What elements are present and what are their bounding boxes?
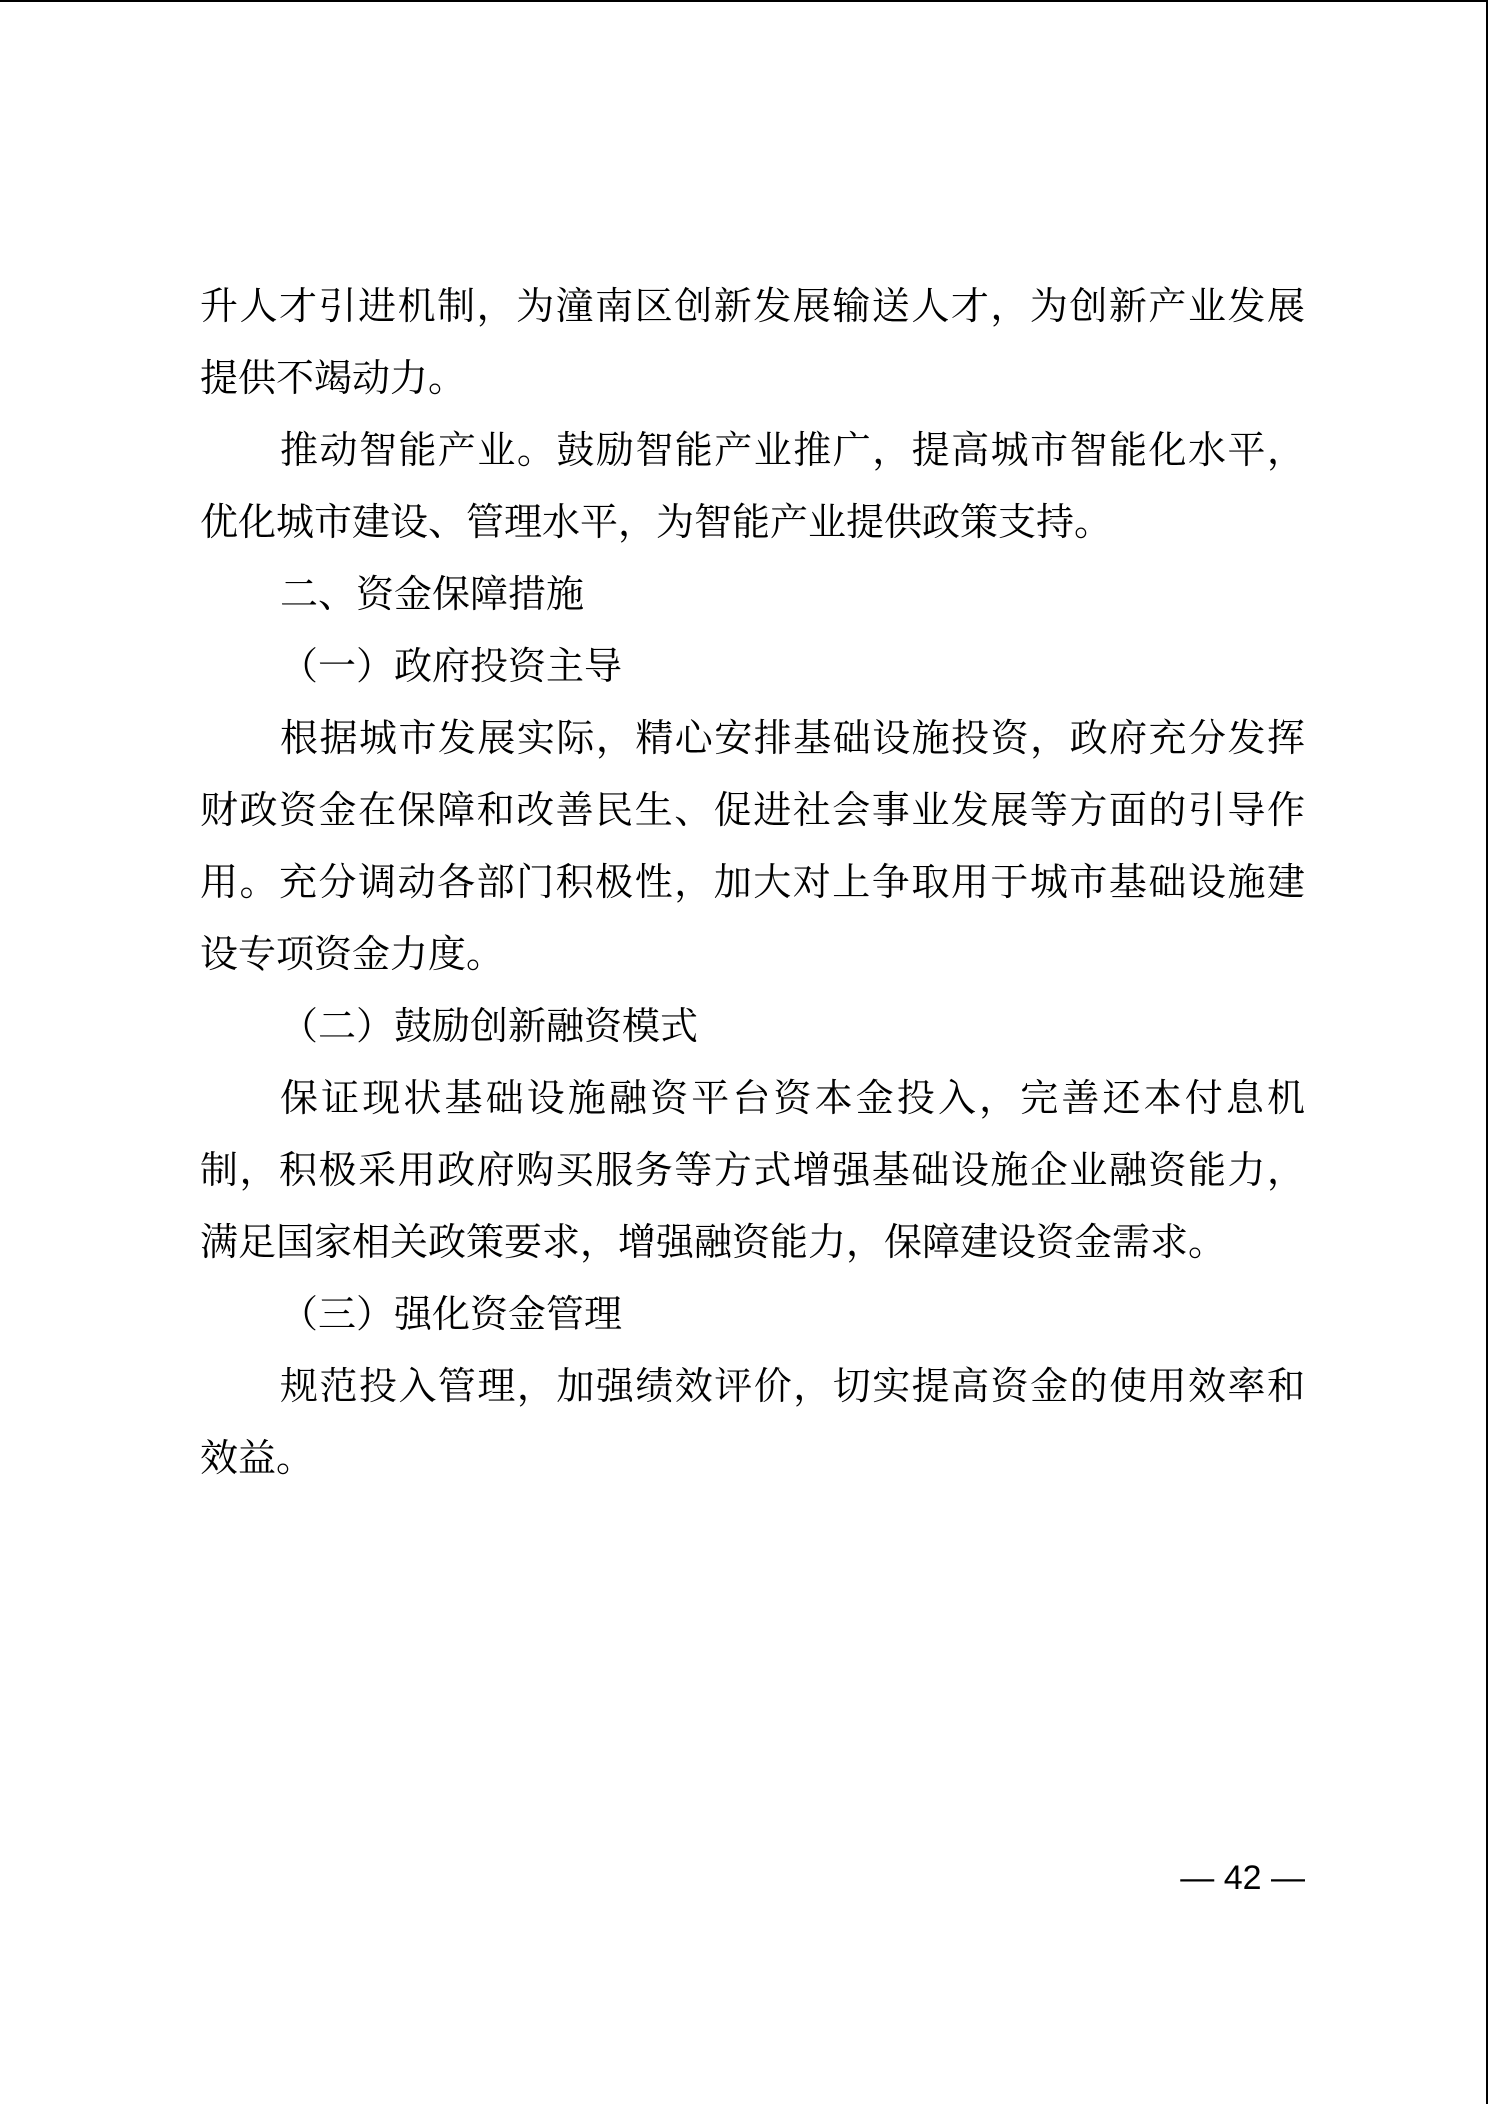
paragraph-line: 设专项资金力度。	[200, 932, 505, 976]
page-number: — 42 —	[1180, 1859, 1305, 1897]
document-body	[200, 270, 1305, 1494]
paragraph-line: 效益。	[200, 1436, 315, 1480]
paragraph-line: 提供不竭动力。	[200, 356, 467, 400]
subsection-heading: （二）鼓励创新融资模式	[280, 1004, 699, 1048]
paragraph-line: 保证现状基础设施融资平台资本金投入，完善还本付息机	[280, 1076, 1305, 1120]
paragraph-line: 推动智能产业。鼓励智能产业推广，提高城市智能化水平，	[280, 428, 1305, 472]
subsection-heading: （一）政府投资主导	[280, 644, 623, 688]
page-top-border	[0, 0, 1488, 2]
paragraph-line: 用。充分调动各部门积极性，加大对上争取用于城市基础设施建	[200, 860, 1305, 904]
paragraph-line: 优化城市建设、管理水平，为智能产业提供政策支持。	[200, 500, 1113, 544]
section-heading: 二、资金保障措施	[280, 572, 585, 616]
paragraph-line: 升人才引进机制，为潼南区创新发展输送人才，为创新产业发展	[200, 284, 1305, 328]
subsection-heading: （三）强化资金管理	[280, 1292, 623, 1336]
paragraph-line: 规范投入管理，加强绩效评价，切实提高资金的使用效率和	[280, 1364, 1305, 1408]
paragraph-line: 满足国家相关政策要求，增强融资能力，保障建设资金需求。	[200, 1220, 1227, 1264]
paragraph-line: 制，积极采用政府购买服务等方式增强基础设施企业融资能力，	[200, 1148, 1305, 1192]
paragraph-line: 财政资金在保障和改善民生、促进社会事业发展等方面的引导作	[200, 788, 1305, 832]
paragraph-line: 根据城市发展实际，精心安排基础设施投资，政府充分发挥	[280, 716, 1305, 760]
